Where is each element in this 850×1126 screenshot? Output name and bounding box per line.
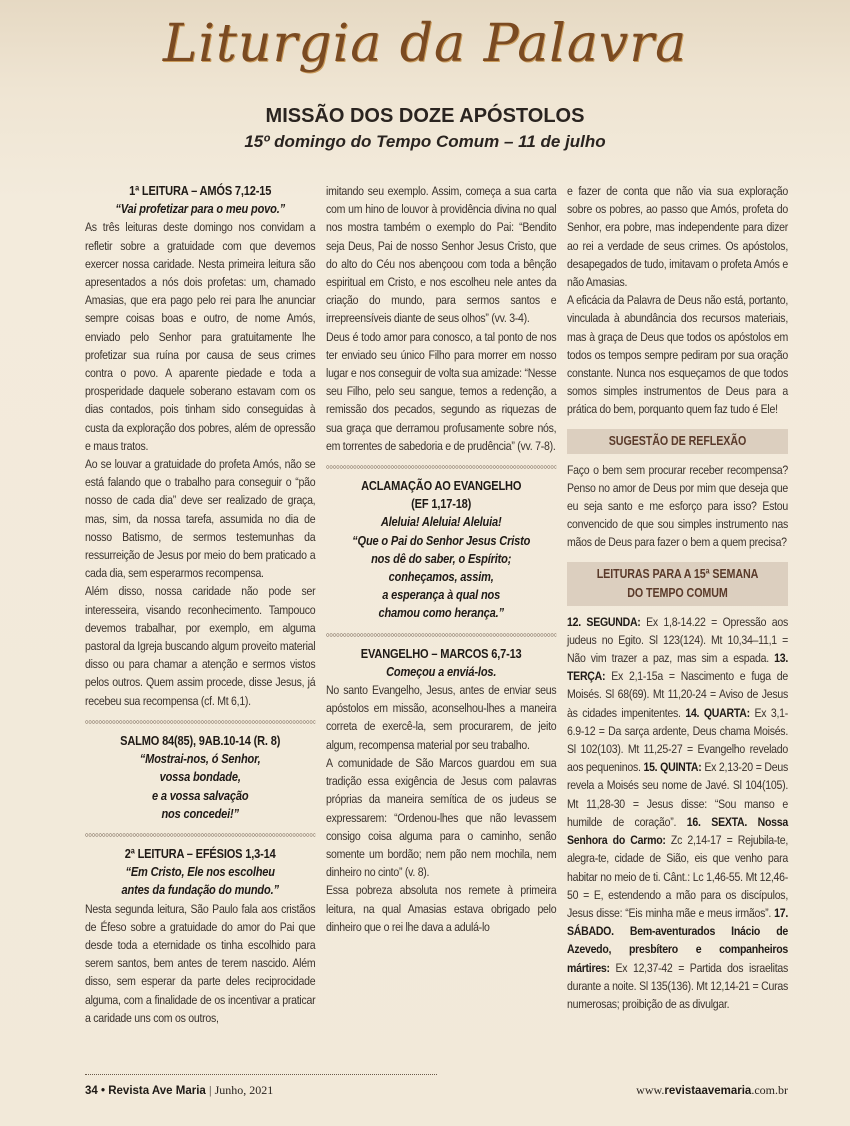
quote-line: Aleluia! Aleluia! Aleluia!	[380, 514, 502, 530]
dotted-divider	[85, 720, 315, 724]
heading-line: ACLAMAÇÃO AO EVANGELHO	[361, 478, 522, 494]
day-label: 12. SEGUNDA:	[567, 614, 641, 629]
column-1	[85, 182, 315, 1027]
footer-divider	[85, 1074, 437, 1075]
paragraph: A eficácia da Palavra de Deus não está, portanto, vinculada à abundância dos recursos materiais, mas à graça de Deus que todos os apóstolos em todos os tempos sempre pediram por sua oração constante. Nunca nos esqueçamos de que todos somos simples instrumentos de Deus para a prática do bem, porquanto quem faz tudo é Ele!	[567, 293, 788, 417]
page-title: MISSÃO DOS DOZE APÓSTOLOS	[265, 105, 585, 127]
day-readings: Zc 2,14-17 = Rejubila-te, alegra-te, cidade de Sião, eis que venho para habitar no meio de ti. Cânt.: Lc 1,46-55. Mt 12,46-50 = E, estendendo a mão para os discípulos, Jesus disse: “Eis minha mãe e meus irmãos”.	[567, 833, 789, 920]
dotted-divider	[326, 633, 556, 637]
footer-separator: |	[209, 1083, 212, 1097]
dotted-divider	[326, 465, 556, 469]
quote-line: a esperança à qual nos	[382, 587, 501, 603]
heading-line: DO TEMPO COMUM	[627, 585, 728, 600]
url-prefix: www.	[636, 1083, 665, 1097]
issue-date: Junho, 2021	[214, 1083, 274, 1097]
day-readings: Ex 2,13-20 = Deus revela a Moisés seu nome de Javé. Sl 104(105). Mt 11,28-30 = Jesus disse: “Sou manso e humilde de coração”.	[567, 760, 788, 829]
day-label: 13. TERÇA:	[567, 651, 788, 684]
gospel-quote: Começou a enviá-los.	[386, 663, 497, 679]
day-label: 17. SÁBADO. Bem-aventurados Inácio de Azevedo, presbítero e companheiros mártires:	[567, 905, 788, 975]
quote-line: “Mostrai-nos, ó Senhor,	[139, 751, 261, 767]
reflection-heading: SUGESTÃO DE REFLEXÃO	[567, 429, 788, 454]
paragraph: Deus é todo amor para conosco, a tal ponto de nos ter enviado seu único Filho para morrer em nosso lugar e nos conseguir de volta sua amizade: “Nesse seu Filho, pelo seu sangue, temos a redenção, a remissão dos pecados, segundo as riquezas de sua graça que derramou profusamente sobre nós, em torrentes de sabedoria e de prudência” (vv. 7-8).	[326, 329, 557, 453]
paragraph: e fazer de conta que não via sua exploração sobre os pobres, ao passo que Amós, profeta do Senhor, era pobre, mas independente para dizer ao rei a verdade de seus crimes. Os apóstolos, desapegados de tudo, imitavam o profeta Amós e não Amasias.	[567, 184, 788, 290]
column-3	[567, 182, 788, 1013]
paragraph: A comunidade de São Marcos guardou em sua tradição essa exigência de Jesus com palavras próprias da maneira semítica de os judeus se expressarem: “Ordenou-lhes que não levassem consigo coisa alguma para o caminho, senão somente um bordão; nem pão nem mochila, nem dinheiro no cinto” (v. 8).	[326, 755, 557, 880]
reading1-heading: 1ª LEITURA – AMÓS 7,12-15	[129, 183, 272, 198]
day-label: 16. SEXTA. Nossa Senhora do Carmo:	[567, 814, 788, 848]
acclamation-heading	[326, 477, 556, 513]
quote-line: vossa bondade,	[159, 769, 241, 785]
day-readings: Ex 12,37-42 = Partida dos israelitas durante a noite. Sl 135(136). Mt 12,14-21 = Curas numerosas; proibição de as divulgar.	[567, 960, 788, 1011]
quote-line: antes da fundação do mundo.”	[121, 882, 279, 898]
quote-line: nos concedei!”	[161, 805, 239, 821]
heading-line: LEITURAS PARA A 15ª SEMANA	[596, 566, 759, 581]
day-label: 14. QUARTA:	[685, 705, 750, 720]
reading2-heading: 2ª LEITURA – EFÉSIOS 1,3-14	[124, 845, 276, 861]
section-script-title: Liturgia da Palavra	[162, 14, 688, 74]
paragraph: Além disso, nossa caridade não pode ser interesseira, visando reconhecimento. Tampouco devemos trabalhar, por exemplo, em alguma pastoral da Igreja buscando algum proveito material disso ou para chamar a atenção e sermos vistos pelos outros. Quem assim procede, disse Jesus, já recebeu sua recompensa (cf. Mt 6,1).	[85, 584, 316, 708]
quote-line: chamou como herança.”	[378, 605, 504, 621]
footer-left	[85, 1083, 273, 1099]
week-readings-heading	[567, 562, 788, 606]
quote-line: e a vossa salvação	[151, 787, 249, 803]
paragraph: Nesta segunda leitura, São Paulo fala aos cristãos de Éfeso sobre a gratuidade do amor do Pai que desde toda a eternidade os tinha escolhido para serem santos, bem antes de terem nascido. Além disso, sem esperar da parte deles reciprocidade alguma, com a finalidade de os incentivar a praticar a caridade uns com os outros,	[85, 901, 316, 1025]
reflection-text: Faço o bem sem procurar receber recompensa? Penso no amor de Deus por mim que deseja que eu seja santo e me esforço para isso? Estou convencido de que sou simples instrumento nas mãos de Deus para fazer o bem a quem precisa?	[567, 462, 788, 550]
week-readings-list	[567, 613, 788, 1013]
gospel-heading: EVANGELHO – MARCOS 6,7-13	[360, 645, 522, 661]
magazine-name: Revista Ave Maria	[108, 1085, 206, 1097]
reading2-quote	[85, 863, 315, 899]
paragraph: Ao se louvar a gratuidade do profeta Amós, não se está falando que o trabalho para conseguir o “pão nosso de cada dia” deve ser realizado de graça, mas, sim, da nossa tarefa, assumida no dia de nosso Batismo, de sermos testemunhas da ressurreição de Jesus por meio do bem praticado a cada dia, sem esperarmos recompensa.	[85, 457, 316, 581]
page-subtitle: 15º domingo do Tempo Comum – 11 de julho	[244, 132, 606, 151]
psalm-heading: SALMO 84(85), 9AB.10-14 (R. 8)	[120, 732, 281, 748]
website-link[interactable]	[636, 1083, 788, 1099]
paragraph: As três leituras deste domingo nos convidam a refletir sobre a gratuidade com que devemos exercer nossa caridade. Nesta primeira leitura são apresentados a nós dois profetas: um, chamado Amasias, que era pago pelo rei para lhe anunciar sempre coisas boas e outro, de nome Amós, enviado pelo Senhor para gratuitamente lhe profetizar sua ruína por causa de seus crimes contra o povo. A aparente piedade e toda a prosperidade daquele soberano estavam com os dias contados, pois tinham sido conseguidas à custa da exploração dos pobres, além de opressão e maus tratos.	[85, 220, 316, 453]
day-readings: Ex 2,1-15a = Nascimento e fuga de Moisés. Sl 68(69). Mt 11,20-24 = Aviso de Jesus às cidades impenitentes.	[567, 669, 788, 720]
day-readings: Ex 3,1-6.9-12 = Da sarça ardente, Deus chama Moisés. Sl 102(103). Mt 11,25-27 = Evangelho revelado aos pequeninos.	[567, 705, 788, 775]
paragraph: imitando seu exemplo. Assim, começa a sua carta com um hino de louvor à providência divina no qual nos mostra também o exemplo do Pai: “Bendito seja Deus, Pai de nosso Senhor Jesus Cristo, que do alto do Céu nos abençoou com toda a bênção espiritual em Cristo, e nos escolheu nele antes da criação do mundo, para sermos santos e irrepreensíveis diante de seus olhos” (vv. 3-4).	[326, 184, 557, 326]
quote-line: “Em Cristo, Ele nos escolheu	[125, 864, 275, 880]
quote-line: “Que o Pai do Senhor Jesus Cristo	[352, 532, 531, 548]
bullet: •	[97, 1085, 109, 1097]
column-2	[326, 182, 556, 936]
paragraph: Essa pobreza absoluta nos remete à primeira leitura, na qual Amasias estava obrigado pelo dinheiro que o rei lhe dava a adulá-lo	[326, 883, 557, 934]
dotted-divider	[85, 833, 315, 837]
heading-line: (EF 1,17-18)	[411, 496, 472, 512]
acclamation-quote	[326, 513, 556, 622]
url-suffix: .com.br	[751, 1083, 788, 1097]
quote-line: conheçamos, assim,	[388, 569, 494, 585]
page-number: 34	[85, 1085, 98, 1097]
day-readings: Ex 1,8-14.22 = Opressão aos judeus no Egito. Sl 123(124). Mt 10,34–11,1 = Não vim trazer a paz, mas sim a espada.	[567, 614, 788, 666]
url-brand: revistaavemaria	[664, 1085, 752, 1097]
psalm-quote	[85, 750, 315, 823]
reading1-quote: “Vai profetizar para o meu povo.”	[115, 201, 285, 217]
paragraph: No santo Evangelho, Jesus, antes de enviar seus apóstolos em missão, aconselhou-lhes a maneira correta de exercê-la, sem procurarem, de jeito algum, recompensa material por seu trabalho.	[326, 683, 557, 752]
quote-line: nos dê do saber, o Espírito;	[371, 550, 512, 566]
day-label: 15. QUINTA:	[643, 760, 702, 775]
